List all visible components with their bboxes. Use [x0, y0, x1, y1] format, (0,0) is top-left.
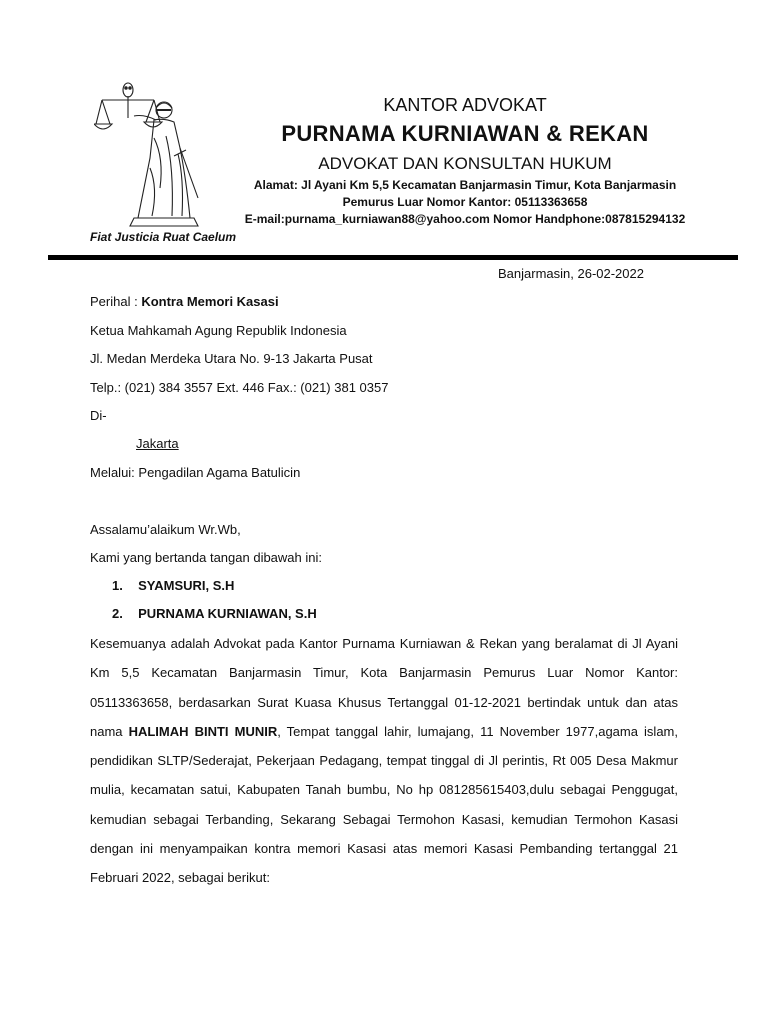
lady-justice-icon: [94, 78, 212, 228]
letter-date: Banjarmasin, 26-02-2022: [498, 266, 644, 281]
office-title: KANTOR ADVOKAT: [383, 95, 547, 115]
body-text-part1: Kesemuanya adalah Advokat pada Kantor Purnama Kurniawan & Rekan yang beralamat di Jl Ayani Km 5,5 Kecamatan Banjarmasin Timur, Kota Banjarmasin Pemurus Luar Nomor Kantor: 05113363658, berdasarkan Surat Kuasa Khusus Tertanggal 01-12-2021 bertindak untuk dan atas nama: [90, 636, 678, 739]
header-divider: [48, 255, 738, 260]
firm-contact: E-mail:purnama_kurniawan88@yahoo.com Nomor Handphone:087815294132: [244, 212, 686, 226]
recipient-address: Jl. Medan Merdeka Utara No. 9-13 Jakarta Pusat: [90, 351, 373, 366]
intro-line: Kami yang bertanda tangan dibawah ini:: [90, 550, 322, 565]
recipient: Ketua Mahkamah Agung Republik Indonesia: [90, 323, 347, 338]
recipient-city: Jakarta: [136, 436, 179, 451]
body-paragraph: [90, 629, 678, 893]
body-text-part2: , Tempat tanggal lahir, lumajang, 11 November 1977,agama islam, pendidikan SLTP/Sederajat, Pekerjaan Pedagang, tempat tinggal di Jl perintis, Rt 005 Desa Makmur mulia, kecamatan satui, Kabupaten Tanah bumbu, No hp 081285615403,dulu sebagai Penggugat, kemudian sebagai Terbanding, Sekarang Sebagai Termohon Kasasi, kemudian Termohon Kasasi dengan ini menyampaikan kontra memori Kasasi atas memori Kasasi Pembanding tertanggal 21 Februari 2022, sebagai berikut:: [90, 723, 678, 886]
firm-name: PURNAMA KURNIAWAN & REKAN: [281, 121, 649, 146]
signatory-name: SYAMSURI, S.H: [138, 578, 235, 593]
list-item: [112, 606, 317, 621]
recipient-phone: Telp.: (021) 384 3557 Ext. 446 Fax.: (021) 381 0357: [90, 380, 389, 395]
list-item: [112, 578, 234, 593]
di-label: Di-: [90, 408, 107, 423]
list-number: 1.: [112, 578, 123, 593]
signatory-name: PURNAMA KURNIAWAN, S.H: [138, 606, 317, 621]
list-number: 2.: [112, 606, 123, 621]
greeting: Assalamu’alaikum Wr.Wb,: [90, 522, 241, 537]
firm-role: ADVOKAT DAN KONSULTAN HUKUM: [318, 154, 612, 173]
motto: Fiat Justicia Ruat Caelum: [90, 230, 237, 244]
subject-text: Kontra Memori Kasasi: [141, 294, 279, 309]
subject-line: [90, 294, 279, 309]
via-court: Melalui: Pengadilan Agama Batulicin: [90, 465, 301, 480]
subject-label: Perihal :: [90, 294, 138, 309]
firm-address: Alamat: Jl Ayani Km 5,5 Kecamatan Banjarmasin Timur, Kota Banjarmasin: [253, 178, 677, 192]
firm-phone: Pemurus Luar Nomor Kantor: 05113363658: [342, 195, 588, 209]
client-name: HALIMAH BINTI MUNIR: [128, 723, 278, 739]
